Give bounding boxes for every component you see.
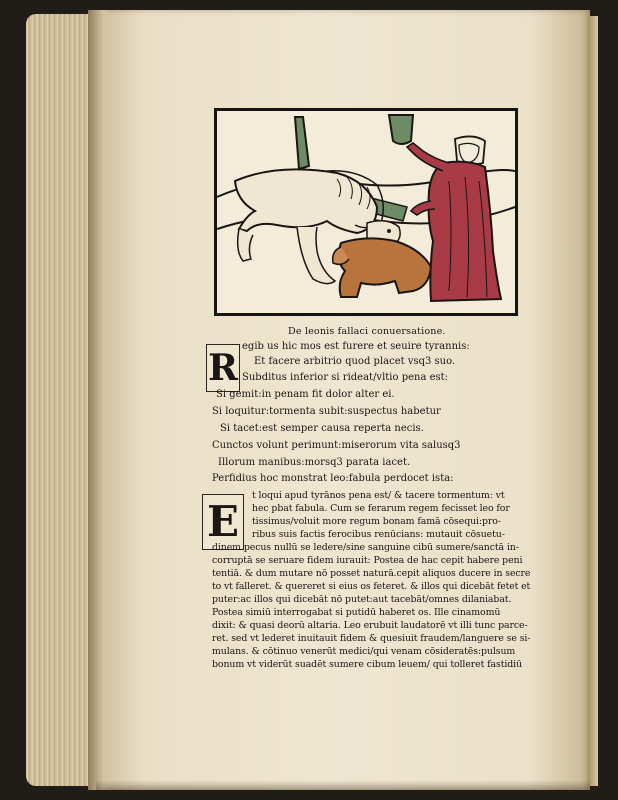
verse-line: Subditus inferior si rideat/vltio pena est:	[242, 372, 449, 383]
verse-line: Cunctos volunt perimunt:miserorum vita salusq3	[212, 440, 461, 451]
prose-line: to vt falleret. & quereret si eius os feteret. & illos qui dicebāt fetet et	[212, 581, 531, 592]
prose-line: dinem.pecus nullū se ledere/sine sanguine cibū sumere/sanctā in-	[212, 542, 519, 553]
decorated-initial-e: E	[202, 494, 244, 550]
prose-line: corruptā se seruare fidem iurauit: Postea de hac cepit habere peni	[212, 555, 523, 566]
prose-line: hec pbat fabula. Cum se ferarum regem fecisset leo for	[252, 503, 510, 514]
verse-line: Si loquitur:tormenta subit:suspectus habetur	[212, 406, 441, 417]
book-gutter	[88, 10, 110, 790]
verse-line: Perfidius hoc monstrat leo:fabula perdocet ista:	[212, 473, 454, 484]
prose-line: tissimus/voluit more regum bonam famā cōsequi:pro-	[252, 516, 501, 527]
verse-line: Si tacet:est semper causa reperta necis.	[220, 423, 424, 434]
prose-line: bonum vt viderūt suadēt sumere cibum leuem/ qui tolleret fastidiū	[212, 659, 523, 670]
green-pot	[389, 115, 413, 144]
fable-heading: De leonis fallaci conuersatione.	[288, 326, 446, 337]
lion-leg-left	[238, 229, 253, 261]
verse-line: Si gemit:in penam fit dolor alter ei.	[216, 389, 395, 400]
prose-line: dixit: & quasi deorū altaria. Leo erubuit laudatorē vt illi tunc parce-	[212, 620, 528, 631]
prose-line: ribus suis factis ferocibus renūcians: mutauit cōsuetu-	[252, 529, 505, 540]
prose-line: t loqui apud tyrānos pena est/ & tacere tormentum: vt	[252, 490, 505, 501]
page-bottom-shadow	[96, 780, 590, 790]
prose-line: tentiā. & dum mutare nō posset naturā.cepit aliquos ducere in secre	[212, 568, 531, 579]
man-raised-arm	[407, 143, 449, 171]
woodcut-drawing	[217, 111, 515, 313]
decorated-initial-r: R	[206, 344, 240, 392]
woodcut-illustration	[214, 108, 518, 316]
ape-figure	[339, 238, 431, 297]
man-robe	[429, 162, 502, 301]
lion-eye	[387, 229, 391, 233]
right-page-edge	[588, 16, 598, 786]
prose-line: puter:ac illos qui dicebāt nō putet:aut tacebāt/omnes dilaniabat.	[212, 594, 512, 605]
lion-leg-right	[297, 227, 335, 284]
lion-body	[235, 169, 377, 233]
verse-line: Illorum manibus:morsq3 parata iacet.	[218, 457, 411, 468]
verse-line: egib us hic mos est furere et seuire tyrannis:	[242, 341, 470, 352]
prose-line: ret. sed vt lederet inuitauit fidem & quesiuit fraudem/languere se si-	[212, 633, 531, 644]
prose-line: Postea simiū interrogabat si putidū haberet os. Ille cinamomū	[212, 607, 501, 618]
verse-line: Et facere arbitrio quod placet vsq3 suo.	[254, 356, 456, 367]
green-leg	[295, 117, 309, 169]
prose-line: mulans. & cōtinuo venerūt medici/qui venam cōsideratēs:pulsum	[212, 646, 516, 657]
